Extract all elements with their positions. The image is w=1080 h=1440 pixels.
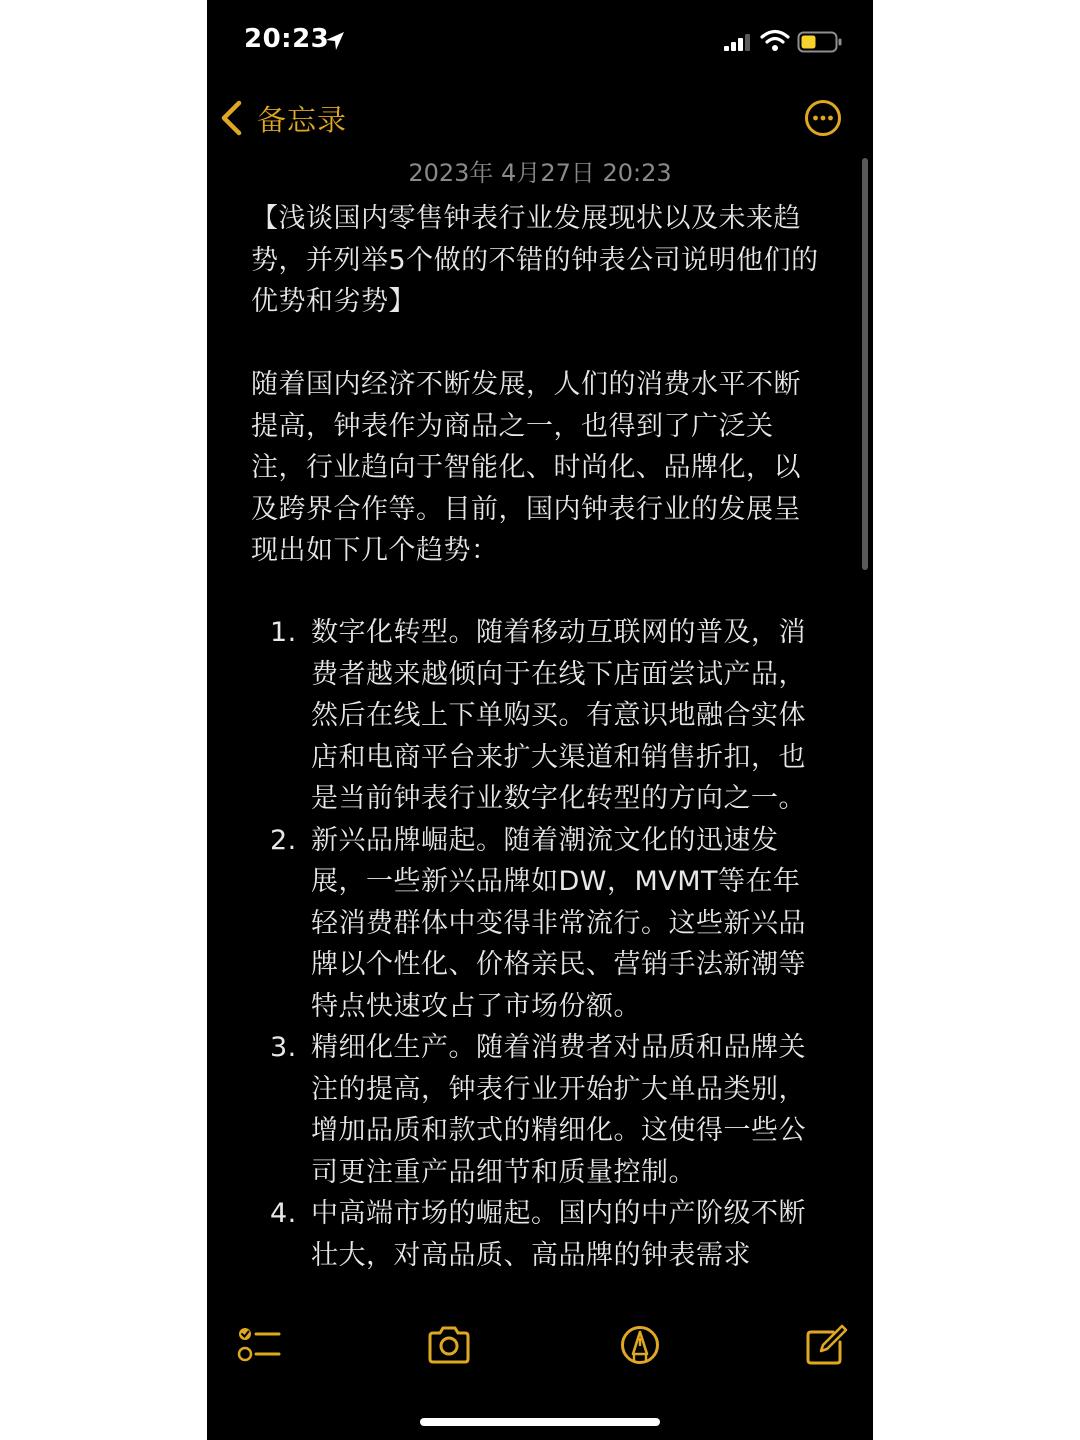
markup-pen-icon[interactable] bbox=[617, 1324, 663, 1366]
scrollbar[interactable] bbox=[862, 158, 868, 570]
list-item-number: 1. bbox=[270, 617, 297, 648]
note-date: 2023年 4月27日 20:23 bbox=[408, 159, 672, 187]
home-indicator[interactable] bbox=[420, 1418, 660, 1426]
list-item-text: 新兴品牌崛起。随着潮流文化的迅速发展，一些新兴品牌如DW，MVMT等在年轻消费群体中变得非常流行。这些新兴品牌以个性化、价格亲民、营销手法新潮等特点快速攻占了市场份额。 bbox=[311, 824, 806, 1022]
back-label: 备忘录 bbox=[257, 102, 348, 137]
chevron-left-icon bbox=[219, 99, 243, 137]
list-item-text: 数字化转型。随着移动互联网的普及，消费者越来越倾向于在线下店面尝试产品，然后在线上下单购买。有意识地融合实体店和电商平台来扩大渠道和销售折扣，也是当前钟表行业数字化转型的方向之一。 bbox=[311, 617, 806, 814]
list-item-text: 精细化生产。随着消费者对品质和品牌关注的提高，钟表行业开始扩大单品类别，增加品质和款式的精细化。这使得一些公司更注重产品细节和质量控制。 bbox=[311, 1032, 806, 1188]
note-body[interactable] bbox=[207, 198, 873, 1294]
list-item-number: 4. bbox=[270, 1198, 297, 1229]
note-title: 【浅谈国内零售钟表行业发展现状以及未来趋势，并列举5个做的不错的钟表公司说明他们的优势和劣势】 bbox=[251, 203, 819, 317]
checklist-icon[interactable] bbox=[237, 1324, 283, 1366]
cellular-signal-icon bbox=[722, 32, 756, 52]
list-item-text: 中高端市场的崛起。国内的中产阶级不断壮大，对高品质、高品牌的钟表需求 bbox=[311, 1198, 806, 1271]
status-time: 20:23 bbox=[244, 24, 330, 54]
ellipsis-circle-icon[interactable] bbox=[804, 99, 842, 137]
back-button[interactable] bbox=[219, 96, 347, 140]
list-item-number: 3. bbox=[270, 1032, 297, 1063]
location-arrow-icon bbox=[324, 30, 346, 52]
bottom-toolbar bbox=[207, 1296, 873, 1440]
list-item bbox=[207, 820, 873, 1028]
list-item bbox=[207, 612, 873, 820]
battery-icon bbox=[797, 30, 843, 54]
list-item-number: 2. bbox=[270, 824, 297, 856]
note-scroll-area bbox=[207, 198, 873, 1294]
list-item bbox=[207, 1027, 873, 1193]
notes-app-screen bbox=[207, 0, 873, 1440]
list-item bbox=[207, 1193, 873, 1276]
compose-icon[interactable] bbox=[803, 1324, 849, 1366]
wifi-icon bbox=[760, 28, 790, 52]
note-numbered-list bbox=[207, 612, 873, 1276]
note-intro: 随着国内经济不断发展，人们的消费水平不断提高，钟表作为商品之一，也得到了广泛关注，行业趋向于智能化、时尚化、品牌化，以及跨界合作等。目前，国内钟表行业的发展呈现出如下几个趋势： bbox=[251, 369, 801, 566]
camera-icon[interactable] bbox=[426, 1324, 472, 1366]
